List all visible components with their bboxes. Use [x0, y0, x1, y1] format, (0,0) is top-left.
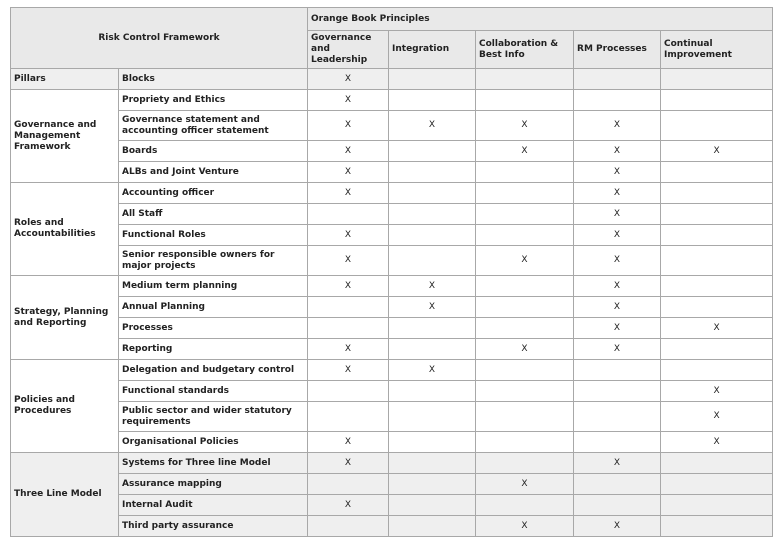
- mark-cell: X: [476, 474, 574, 495]
- mark-cell: [308, 402, 389, 432]
- block-cell: Systems for Three line Model: [119, 453, 308, 474]
- mark-cell: [476, 225, 574, 246]
- mark-cell: [308, 297, 389, 318]
- mark-cell: [661, 453, 773, 474]
- mark-cell: X: [476, 516, 574, 537]
- mark-cell: [389, 495, 476, 516]
- mark-cell: [661, 90, 773, 111]
- mark-cell: X: [308, 162, 389, 183]
- mark-cell: [389, 69, 476, 90]
- mark-cell: [476, 69, 574, 90]
- mark-cell: [476, 183, 574, 204]
- mark-cell: X: [574, 516, 661, 537]
- pillars-label: Pillars: [11, 69, 119, 90]
- mark-cell: [661, 225, 773, 246]
- mark-cell: X: [476, 246, 574, 276]
- mark-cell: [389, 246, 476, 276]
- mark-cell: X: [661, 381, 773, 402]
- table-row: [11, 474, 773, 495]
- mark-cell: [574, 495, 661, 516]
- mark-cell: [389, 318, 476, 339]
- mark-cell: [308, 474, 389, 495]
- mark-cell: X: [574, 225, 661, 246]
- mark-cell: X: [574, 183, 661, 204]
- mark-cell: [661, 495, 773, 516]
- block-cell: Medium term planning: [119, 276, 308, 297]
- mark-cell: X: [661, 402, 773, 432]
- mark-cell: X: [308, 360, 389, 381]
- mark-cell: [308, 204, 389, 225]
- pillar-cell: Roles and Accountabilities: [11, 183, 119, 276]
- matrix-body: [11, 69, 773, 537]
- table-row: [11, 225, 773, 246]
- mark-cell: [661, 162, 773, 183]
- table-row: [11, 246, 773, 276]
- column-header: Integration: [389, 31, 476, 69]
- mark-cell: [476, 360, 574, 381]
- mark-cell: X: [308, 183, 389, 204]
- mark-cell: [389, 381, 476, 402]
- column-header: Continual Improvement: [661, 31, 773, 69]
- block-cell: ALBs and Joint Venture: [119, 162, 308, 183]
- column-header: RM Processes: [574, 31, 661, 69]
- mark-cell: [661, 111, 773, 141]
- table-row: [11, 111, 773, 141]
- mark-cell: [661, 276, 773, 297]
- mark-cell: X: [389, 360, 476, 381]
- block-cell: Propriety and Ethics: [119, 90, 308, 111]
- mark-cell: [476, 318, 574, 339]
- mark-cell: X: [476, 111, 574, 141]
- table-row: [11, 339, 773, 360]
- blocks-label: Blocks: [119, 69, 308, 90]
- mark-cell: X: [574, 297, 661, 318]
- table-row: [11, 90, 773, 111]
- mark-cell: [574, 360, 661, 381]
- mark-cell: [574, 381, 661, 402]
- mark-cell: [661, 516, 773, 537]
- table-row: [11, 402, 773, 432]
- mark-cell: X: [661, 141, 773, 162]
- mark-cell: [661, 183, 773, 204]
- mark-cell: [476, 276, 574, 297]
- table-row: [11, 495, 773, 516]
- pillar-cell: Policies and Procedures: [11, 360, 119, 453]
- table-row: [11, 453, 773, 474]
- block-cell: Annual Planning: [119, 297, 308, 318]
- table-row: [11, 297, 773, 318]
- block-cell: Processes: [119, 318, 308, 339]
- block-cell: Delegation and budgetary control: [119, 360, 308, 381]
- table-row: [11, 432, 773, 453]
- block-cell: Internal Audit: [119, 495, 308, 516]
- mark-cell: [476, 495, 574, 516]
- mark-cell: [574, 432, 661, 453]
- mark-cell: [389, 516, 476, 537]
- table-row: [11, 381, 773, 402]
- mark-cell: X: [389, 111, 476, 141]
- risk-control-matrix: [10, 7, 773, 537]
- mark-cell: [661, 474, 773, 495]
- mark-cell: X: [308, 339, 389, 360]
- mark-cell: [661, 246, 773, 276]
- table-row: [11, 360, 773, 381]
- table-row: [11, 162, 773, 183]
- mark-cell: [476, 204, 574, 225]
- mark-cell: X: [661, 318, 773, 339]
- mark-cell: [661, 204, 773, 225]
- mark-cell: [574, 474, 661, 495]
- mark-cell: X: [476, 141, 574, 162]
- block-cell: Functional standards: [119, 381, 308, 402]
- block-cell: Public sector and wider statutory requirements: [119, 402, 308, 432]
- mark-cell: X: [574, 339, 661, 360]
- mark-cell: [389, 432, 476, 453]
- table-row: [11, 69, 773, 90]
- mark-cell: [476, 297, 574, 318]
- mark-cell: X: [308, 453, 389, 474]
- mark-cell: [389, 453, 476, 474]
- mark-cell: X: [308, 69, 389, 90]
- mark-cell: X: [308, 276, 389, 297]
- mark-cell: [661, 69, 773, 90]
- block-cell: Accounting officer: [119, 183, 308, 204]
- mark-cell: [476, 162, 574, 183]
- mark-cell: X: [308, 111, 389, 141]
- mark-cell: X: [476, 339, 574, 360]
- mark-cell: X: [308, 225, 389, 246]
- mark-cell: X: [389, 276, 476, 297]
- mark-cell: X: [308, 495, 389, 516]
- block-cell: Organisational Policies: [119, 432, 308, 453]
- mark-cell: X: [389, 297, 476, 318]
- mark-cell: [308, 381, 389, 402]
- pillar-cell: Three Line Model: [11, 453, 119, 537]
- mark-cell: X: [661, 432, 773, 453]
- mark-cell: [389, 141, 476, 162]
- mark-cell: X: [574, 276, 661, 297]
- block-cell: Assurance mapping: [119, 474, 308, 495]
- table-row: [11, 318, 773, 339]
- mark-cell: [389, 183, 476, 204]
- mark-cell: X: [574, 141, 661, 162]
- mark-cell: [308, 318, 389, 339]
- mark-cell: X: [308, 246, 389, 276]
- mark-cell: X: [574, 318, 661, 339]
- mark-cell: [476, 381, 574, 402]
- block-cell: Functional Roles: [119, 225, 308, 246]
- block-cell: All Staff: [119, 204, 308, 225]
- block-cell: Reporting: [119, 339, 308, 360]
- block-cell: Boards: [119, 141, 308, 162]
- mark-cell: [389, 402, 476, 432]
- block-cell: Third party assurance: [119, 516, 308, 537]
- mark-cell: [476, 432, 574, 453]
- table-row: [11, 204, 773, 225]
- mark-cell: X: [308, 90, 389, 111]
- table-row: [11, 141, 773, 162]
- mark-cell: X: [574, 204, 661, 225]
- mark-cell: [574, 90, 661, 111]
- table-row: [11, 516, 773, 537]
- block-cell: Senior responsible owners for major projects: [119, 246, 308, 276]
- block-cell: Governance statement and accounting officer statement: [119, 111, 308, 141]
- mark-cell: [389, 339, 476, 360]
- mark-cell: [389, 90, 476, 111]
- table-row: [11, 276, 773, 297]
- mark-cell: [476, 402, 574, 432]
- mark-cell: [574, 69, 661, 90]
- pillar-cell: Strategy, Planning and Reporting: [11, 276, 119, 360]
- mark-cell: X: [574, 453, 661, 474]
- mark-cell: X: [574, 111, 661, 141]
- table-row: [11, 183, 773, 204]
- mark-cell: [389, 204, 476, 225]
- mark-cell: X: [308, 141, 389, 162]
- mark-cell: [661, 339, 773, 360]
- mark-cell: X: [308, 432, 389, 453]
- column-header: Governance and Leadership: [308, 31, 389, 69]
- mark-cell: X: [574, 246, 661, 276]
- mark-cell: [574, 402, 661, 432]
- principles-title: Orange Book Principles: [308, 8, 773, 31]
- mark-cell: [389, 225, 476, 246]
- column-header: Collaboration & Best Info: [476, 31, 574, 69]
- pillar-cell: Governance and Management Framework: [11, 90, 119, 183]
- mark-cell: X: [574, 162, 661, 183]
- mark-cell: [661, 297, 773, 318]
- mark-cell: [389, 474, 476, 495]
- mark-cell: [476, 90, 574, 111]
- mark-cell: [308, 516, 389, 537]
- framework-title: Risk Control Framework: [11, 8, 308, 69]
- mark-cell: [389, 162, 476, 183]
- mark-cell: [476, 453, 574, 474]
- mark-cell: [661, 360, 773, 381]
